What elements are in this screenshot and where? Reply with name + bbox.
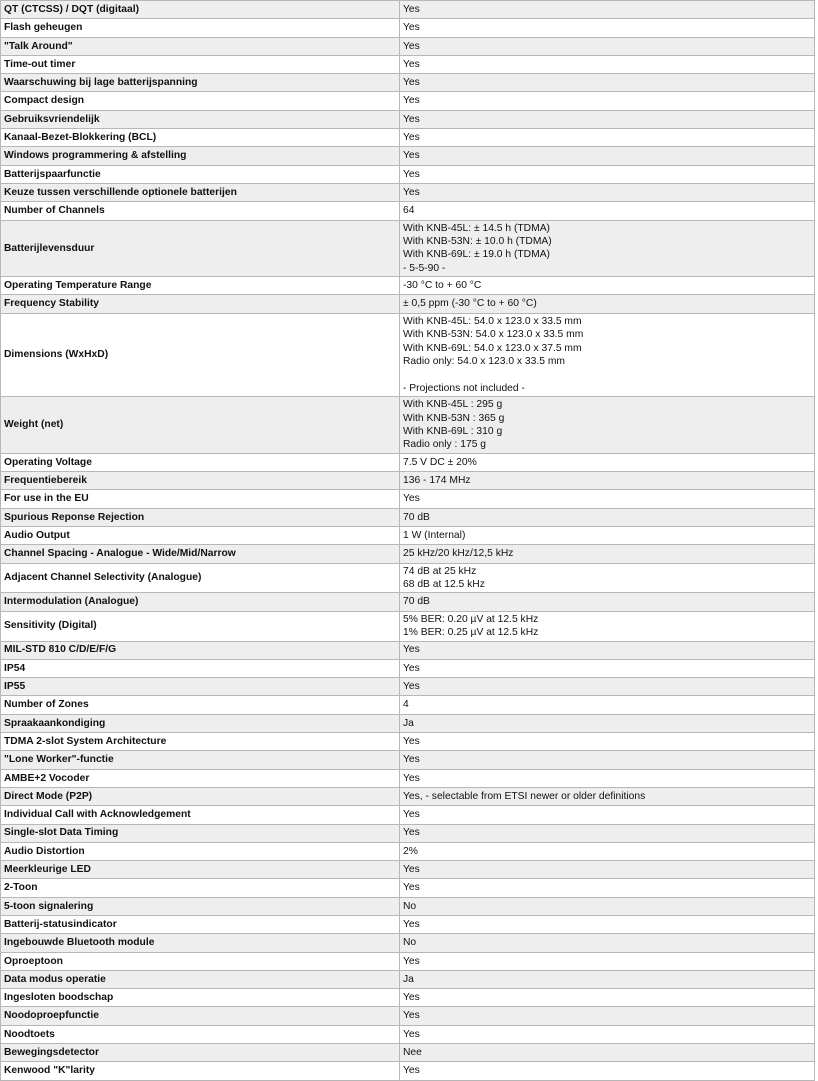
spec-value-line: Yes xyxy=(403,22,420,34)
spec-row xyxy=(1,824,815,842)
spec-label: Keuze tussen verschillende optionele batterijen xyxy=(1,183,400,201)
spec-label: QT (CTCSS) / DQT (digitaal) xyxy=(1,1,400,19)
spec-label: Audio Distortion xyxy=(1,842,400,860)
spec-value xyxy=(400,787,815,805)
spec-value-line: Yes xyxy=(403,864,420,876)
spec-value-line: With KNB-45L: ± 14.5 h (TDMA) xyxy=(403,222,550,234)
spec-row xyxy=(1,220,815,277)
spec-value-line: Yes xyxy=(403,735,420,747)
spec-label: Sensitivity (Digital) xyxy=(1,611,400,641)
spec-label: Channel Spacing - Analogue - Wide/Mid/Narrow xyxy=(1,545,400,563)
spec-row xyxy=(1,19,815,37)
spec-value-line: Yes xyxy=(403,662,420,674)
spec-value xyxy=(400,916,815,934)
spec-row xyxy=(1,277,815,295)
spec-label: Flash geheugen xyxy=(1,19,400,37)
spec-label: Intermodulation (Analogue) xyxy=(1,593,400,611)
spec-row xyxy=(1,508,815,526)
spec-value-line: - Projections not included - xyxy=(403,382,525,394)
spec-value-line: With KNB-53N : 365 g xyxy=(403,412,505,424)
spec-value xyxy=(400,733,815,751)
spec-value-line: No xyxy=(403,900,417,912)
spec-row xyxy=(1,641,815,659)
spec-row xyxy=(1,110,815,128)
spec-row xyxy=(1,202,815,220)
spec-row xyxy=(1,952,815,970)
spec-row xyxy=(1,55,815,73)
spec-value xyxy=(400,611,815,641)
spec-value xyxy=(400,824,815,842)
spec-value-line: Yes xyxy=(403,1065,420,1077)
spec-value xyxy=(400,165,815,183)
spec-row xyxy=(1,714,815,732)
spec-value-line: Yes xyxy=(403,168,420,180)
spec-value xyxy=(400,183,815,201)
spec-value xyxy=(400,55,815,73)
spec-value xyxy=(400,1,815,19)
spec-value xyxy=(400,1025,815,1043)
spec-label: Frequency Stability xyxy=(1,295,400,313)
spec-row xyxy=(1,147,815,165)
spec-row xyxy=(1,970,815,988)
spec-label: Time-out timer xyxy=(1,55,400,73)
spec-value xyxy=(400,147,815,165)
spec-value-line xyxy=(403,368,811,381)
spec-value-line: With KNB-53N: 54.0 x 123.0 x 33.5 mm xyxy=(403,329,584,341)
spec-value xyxy=(400,659,815,677)
spec-value-line: Ja xyxy=(403,973,414,985)
spec-value-line: Yes xyxy=(403,113,420,125)
spec-label: Batterij-statusindicator xyxy=(1,916,400,934)
spec-label: Adjacent Channel Selectivity (Analogue) xyxy=(1,563,400,593)
spec-label: AMBE+2 Vocoder xyxy=(1,769,400,787)
spec-value-line: 64 xyxy=(403,205,415,217)
spec-value-line: Yes xyxy=(403,955,420,967)
spec-value-line: No xyxy=(403,937,417,949)
spec-value-line: Ja xyxy=(403,717,414,729)
spec-label: Noodoproepfunctie xyxy=(1,1007,400,1025)
spec-label: Spurious Reponse Rejection xyxy=(1,508,400,526)
spec-value xyxy=(400,769,815,787)
spec-value-line: Yes xyxy=(403,58,420,70)
spec-value-line: With KNB-45L: 54.0 x 123.0 x 33.5 mm xyxy=(403,315,582,327)
spec-label: Audio Output xyxy=(1,527,400,545)
spec-value xyxy=(400,545,815,563)
spec-label: Kanaal-Bezet-Blokkering (BCL) xyxy=(1,129,400,147)
spec-value-line: With KNB-69L: 54.0 x 123.0 x 37.5 mm xyxy=(403,342,582,354)
spec-value xyxy=(400,527,815,545)
spec-value xyxy=(400,934,815,952)
spec-label: Ingebouwde Bluetooth module xyxy=(1,934,400,952)
spec-label: Number of Channels xyxy=(1,202,400,220)
spec-row xyxy=(1,696,815,714)
spec-row xyxy=(1,916,815,934)
spec-value-line: Yes xyxy=(403,992,420,1004)
spec-value xyxy=(400,110,815,128)
spec-row xyxy=(1,545,815,563)
spec-value-line: -30 °C to + 60 °C xyxy=(403,280,482,292)
spec-value-line: Yes xyxy=(403,493,420,505)
spec-label: Noodtoets xyxy=(1,1025,400,1043)
spec-value-line: 25 kHz/20 kHz/12,5 kHz xyxy=(403,548,514,560)
spec-row xyxy=(1,1,815,19)
spec-label: Dimensions (WxHxD) xyxy=(1,313,400,396)
spec-value-line: Yes xyxy=(403,77,420,89)
spec-label: Number of Zones xyxy=(1,696,400,714)
spec-label: Waarschuwing bij lage batterijspanning xyxy=(1,74,400,92)
spec-row xyxy=(1,183,815,201)
spec-row xyxy=(1,563,815,593)
spec-value-line: 4 xyxy=(403,699,409,711)
spec-value xyxy=(400,220,815,277)
spec-row xyxy=(1,611,815,641)
spec-value xyxy=(400,678,815,696)
spec-row xyxy=(1,490,815,508)
spec-value-line: Yes, - selectable from ETSI newer or older definitions xyxy=(403,790,646,802)
spec-value xyxy=(400,751,815,769)
spec-value xyxy=(400,508,815,526)
spec-value-line: With KNB-45L : 295 g xyxy=(403,399,503,411)
spec-label: Direct Mode (P2P) xyxy=(1,787,400,805)
spec-value-line: 136 - 174 MHz xyxy=(403,475,471,487)
spec-value-line: Yes xyxy=(403,150,420,162)
spec-value-line: 5% BER: 0.20 µV at 12.5 kHz xyxy=(403,613,539,625)
spec-table-body xyxy=(1,1,815,1081)
spec-value xyxy=(400,397,815,454)
spec-row xyxy=(1,678,815,696)
spec-value xyxy=(400,453,815,471)
spec-label: "Lone Worker"-functie xyxy=(1,751,400,769)
spec-value-line: Yes xyxy=(403,772,420,784)
spec-label: Single-slot Data Timing xyxy=(1,824,400,842)
spec-row xyxy=(1,527,815,545)
spec-value xyxy=(400,1062,815,1080)
spec-label: IP55 xyxy=(1,678,400,696)
spec-row xyxy=(1,453,815,471)
spec-value-line: - 5-5-90 - xyxy=(403,262,446,274)
spec-value-line: ± 0,5 ppm (-30 °C to + 60 °C) xyxy=(403,298,537,310)
spec-row xyxy=(1,313,815,396)
spec-value-line: 1 W (Internal) xyxy=(403,529,466,541)
spec-row xyxy=(1,751,815,769)
spec-label: Batterijspaarfunctie xyxy=(1,165,400,183)
spec-row xyxy=(1,165,815,183)
spec-label: "Talk Around" xyxy=(1,37,400,55)
spec-row xyxy=(1,733,815,751)
spec-value-line: With KNB-69L: ± 19.0 h (TDMA) xyxy=(403,249,550,261)
spec-row xyxy=(1,1007,815,1025)
spec-row xyxy=(1,129,815,147)
spec-value xyxy=(400,472,815,490)
spec-label: Meerkleurige LED xyxy=(1,861,400,879)
spec-value xyxy=(400,74,815,92)
spec-label: Weight (net) xyxy=(1,397,400,454)
spec-label: IP54 xyxy=(1,659,400,677)
spec-value xyxy=(400,277,815,295)
spec-row xyxy=(1,472,815,490)
spec-row xyxy=(1,37,815,55)
spec-row xyxy=(1,842,815,860)
spec-label: Spraakaankondiging xyxy=(1,714,400,732)
spec-value-line: Yes xyxy=(403,754,420,766)
spec-row xyxy=(1,769,815,787)
spec-value xyxy=(400,593,815,611)
spec-label: Batterijlevensduur xyxy=(1,220,400,277)
spec-row xyxy=(1,879,815,897)
spec-value xyxy=(400,313,815,396)
spec-label: Operating Temperature Range xyxy=(1,277,400,295)
spec-value xyxy=(400,842,815,860)
spec-value-line: Yes xyxy=(403,681,420,693)
spec-value-line: Yes xyxy=(403,644,420,656)
spec-value-line: Yes xyxy=(403,918,420,930)
spec-value-line: Yes xyxy=(403,1028,420,1040)
spec-label: Bewegingsdetector xyxy=(1,1044,400,1062)
spec-value-line: 2% xyxy=(403,845,418,857)
spec-row xyxy=(1,787,815,805)
spec-value-line: 68 dB at 12.5 kHz xyxy=(403,579,485,591)
spec-row xyxy=(1,659,815,677)
spec-label: 2-Toon xyxy=(1,879,400,897)
spec-value xyxy=(400,202,815,220)
spec-label: MIL-STD 810 C/D/E/F/G xyxy=(1,641,400,659)
spec-value xyxy=(400,806,815,824)
spec-value-line: Yes xyxy=(403,1010,420,1022)
spec-value-line: 7.5 V DC ± 20% xyxy=(403,456,477,468)
spec-value-line: Nee xyxy=(403,1047,422,1059)
spec-label: Operating Voltage xyxy=(1,453,400,471)
spec-value xyxy=(400,989,815,1007)
spec-row xyxy=(1,934,815,952)
spec-value xyxy=(400,37,815,55)
spec-value-line: Yes xyxy=(403,827,420,839)
spec-value-line: Yes xyxy=(403,3,420,15)
spec-label: Ingesloten boodschap xyxy=(1,989,400,1007)
spec-value-line: Yes xyxy=(403,132,420,144)
spec-value-line: Radio only : 175 g xyxy=(403,439,487,451)
spec-row xyxy=(1,989,815,1007)
spec-value xyxy=(400,897,815,915)
spec-value-line: 70 dB xyxy=(403,596,430,608)
spec-row xyxy=(1,806,815,824)
spec-value-line: With KNB-53N: ± 10.0 h (TDMA) xyxy=(403,235,552,247)
spec-value xyxy=(400,490,815,508)
spec-value xyxy=(400,970,815,988)
spec-row xyxy=(1,92,815,110)
spec-row xyxy=(1,861,815,879)
spec-value xyxy=(400,641,815,659)
spec-label: 5-toon signalering xyxy=(1,897,400,915)
spec-value-line: Yes xyxy=(403,809,420,821)
spec-value xyxy=(400,952,815,970)
spec-value-line: 1% BER: 0.25 µV at 12.5 kHz xyxy=(403,627,539,639)
spec-label: Gebruiksvriendelijk xyxy=(1,110,400,128)
spec-value-line: Radio only: 54.0 x 123.0 x 33.5 mm xyxy=(403,356,565,367)
spec-value xyxy=(400,19,815,37)
spec-value xyxy=(400,714,815,732)
spec-value xyxy=(400,861,815,879)
spec-value-line: Yes xyxy=(403,186,420,198)
spec-value xyxy=(400,295,815,313)
spec-label: Kenwood "K"larity xyxy=(1,1062,400,1080)
spec-label: Individual Call with Acknowledgement xyxy=(1,806,400,824)
spec-row xyxy=(1,897,815,915)
spec-value xyxy=(400,1007,815,1025)
spec-label: For use in the EU xyxy=(1,490,400,508)
spec-row xyxy=(1,295,815,313)
spec-row xyxy=(1,397,815,454)
spec-value-line: With KNB-69L : 310 g xyxy=(403,426,503,438)
spec-value xyxy=(400,92,815,110)
spec-label: Frequentiebereik xyxy=(1,472,400,490)
spec-value xyxy=(400,563,815,593)
spec-value-line: Yes xyxy=(403,95,420,107)
spec-value-line: 70 dB xyxy=(403,511,430,523)
spec-value-line: 74 dB at 25 kHz xyxy=(403,565,477,577)
spec-row xyxy=(1,74,815,92)
spec-row xyxy=(1,593,815,611)
spec-label: Oproeptoon xyxy=(1,952,400,970)
spec-label: Compact design xyxy=(1,92,400,110)
spec-value xyxy=(400,879,815,897)
spec-row xyxy=(1,1025,815,1043)
spec-value xyxy=(400,129,815,147)
spec-value-line: Yes xyxy=(403,40,420,52)
spec-value xyxy=(400,696,815,714)
spec-value-line: Yes xyxy=(403,882,420,894)
spec-label: Windows programmering & afstelling xyxy=(1,147,400,165)
spec-label: TDMA 2-slot System Architecture xyxy=(1,733,400,751)
spec-label: Data modus operatie xyxy=(1,970,400,988)
spec-row xyxy=(1,1062,815,1080)
